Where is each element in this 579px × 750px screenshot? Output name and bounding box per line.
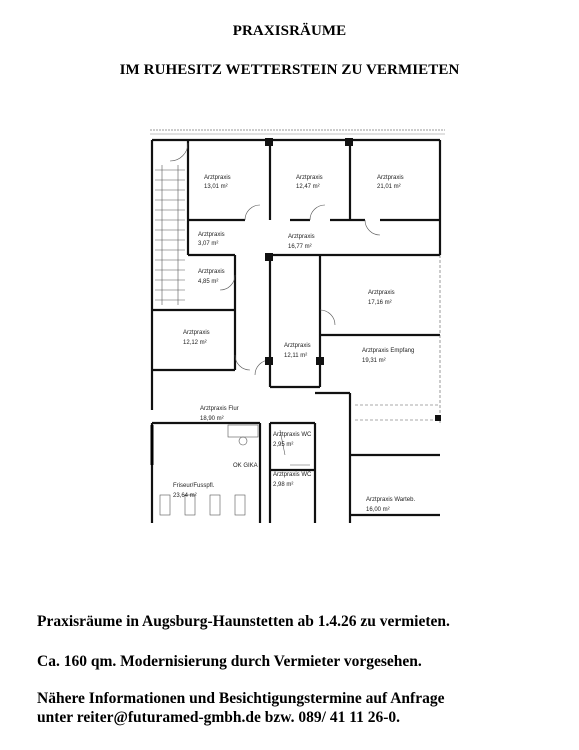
- info-line-4: unter reiter@futuramed-gmbh.de bzw. 089/ 41 11 26-0.: [37, 709, 401, 726]
- room-area: 17,16 m²: [368, 300, 392, 306]
- room-label: Arztpraxis: [198, 269, 225, 275]
- room-label: Friseur/Fusspfl.: [173, 483, 215, 489]
- room-label: Arztpraxis: [288, 234, 315, 240]
- room-label: Arztpraxis: [183, 330, 210, 336]
- room-area: 3,07 m²: [198, 241, 219, 247]
- room-label: Arztpraxis Empfang: [362, 348, 415, 354]
- page-subtitle: IM RUHESITZ WETTERSTEIN ZU VERMIETEN: [119, 62, 460, 78]
- room-label: Arztpraxis: [198, 232, 225, 238]
- room-label: Arztpraxis: [284, 343, 311, 349]
- room-label: Arztpraxis WC: [273, 472, 312, 478]
- room-label: Arztpraxis: [368, 290, 395, 296]
- room-area: 13,01 m²: [204, 184, 228, 190]
- info-line-3: Nähere Informationen und Besichtigungstermine auf Anfrage: [37, 690, 445, 707]
- room-label: Arztpraxis: [377, 175, 404, 181]
- room-area: 12,47 m²: [296, 184, 320, 190]
- info-line-2: Ca. 160 qm. Modernisierung durch Vermieter vorgesehen.: [37, 653, 422, 670]
- room-area: 4,85 m²: [198, 279, 219, 285]
- room-area: 2,95 m²: [273, 442, 294, 448]
- room-label: Arztpraxis Flur: [200, 406, 239, 412]
- page-title: PRAXISRÄUME: [232, 23, 347, 39]
- room-area: 19,31 m²: [362, 358, 386, 364]
- info-paragraph: [37, 689, 567, 727]
- misc-label: OK GIKA: [233, 463, 258, 469]
- room-area: 16,00 m²: [366, 507, 390, 513]
- room-area: 12,12 m²: [183, 340, 207, 346]
- room-area: 16,77 m²: [288, 244, 312, 250]
- room-area: 18,90 m²: [200, 416, 224, 422]
- room-area: 2,98 m²: [273, 482, 294, 488]
- room-label: Arztpraxis: [204, 175, 231, 181]
- info-line-1: Praxisräume in Augsburg-Haunstetten ab 1.4.26 zu vermieten.: [37, 613, 450, 630]
- room-label: Arztpraxis Warteb.: [366, 497, 416, 503]
- room-label: Arztpraxis WC: [273, 432, 312, 438]
- room-label: Arztpraxis: [296, 175, 323, 181]
- room-area: 12,11 m²: [284, 353, 308, 359]
- room-area: 23,64 m²: [173, 493, 197, 499]
- floor-plan: [140, 125, 460, 525]
- room-area: 21,01 m²: [377, 184, 401, 190]
